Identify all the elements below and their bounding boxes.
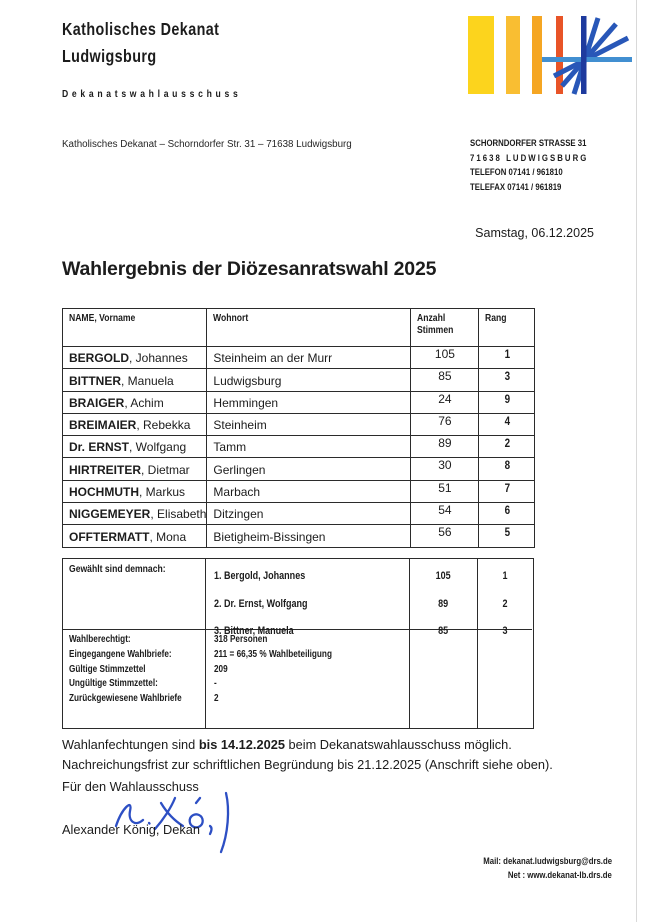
organization-name — [62, 16, 254, 70]
mail-label: Mail: — [483, 856, 504, 867]
address-fax: TELEFAX 07141 / 961819 — [470, 181, 562, 193]
address-city: 71638 LUDWIGSBURG — [470, 152, 589, 164]
net-label: Net : — [507, 870, 528, 881]
logo-bar-2 — [506, 16, 520, 94]
elected-name: 2. Dr. Ernst, Wolfgang — [214, 597, 308, 610]
closing-line: Für den Wahlausschuss — [62, 779, 199, 794]
mail-address: dekanat.ludwigsburg@drs.de — [503, 856, 612, 867]
table-row: BERGOLD, Johannes Steinheim an der Murr 105 1 — [63, 347, 535, 369]
diocese-logo — [460, 8, 642, 109]
organization-name-line1: Katholisches Dekanat — [62, 19, 220, 39]
diocese-logo-graphic — [460, 8, 642, 104]
elected-names-cell — [205, 559, 409, 637]
footer-contact — [455, 855, 612, 883]
appeal-note-line1: Wahlanfechtungen sind bis 14.12.2025 beim Dekanatswahlausschuss möglich. — [62, 737, 512, 752]
header-rang: Rang — [479, 309, 535, 347]
website-address: www.dekanat-lb.drs.de — [527, 870, 612, 881]
header-name: NAME, Vorname — [63, 309, 207, 347]
logo-bar-1 — [468, 16, 494, 94]
logo-horizontal-ray — [542, 57, 632, 62]
logo-ray-mid — [562, 24, 616, 86]
signer-name: Alexander König, Dekan — [62, 822, 201, 837]
table-row: Dr. ERNST, Wolfgang Tamm 89 2 — [63, 436, 535, 458]
scan-edge-artifact — [636, 0, 637, 922]
appeal-notes — [62, 735, 553, 775]
stats-values-cell: 318 Personen 211 = 66,35 % Wahlbeteiligung 209 - 2 — [205, 629, 409, 728]
table-row: BREIMAIER, Rebekka Steinheim 76 4 — [63, 413, 535, 435]
organization-name-line2: Ludwigsburg — [62, 46, 157, 66]
results-header-row — [63, 309, 535, 347]
table-row: HOCHMUTH, Markus Marbach 51 7 — [63, 480, 535, 502]
committee-name: Dekanatswahlausschuss — [62, 88, 242, 100]
table-row: BITTNER, Manuela Ludwigsburg 85 3 — [63, 369, 535, 391]
sender-line: Katholisches Dekanat – Schorndorfer Str. 31 – 71638 Ludwigsburg — [62, 139, 352, 150]
table-row: HIRTREITER, Dietmar Gerlingen 30 8 — [63, 458, 535, 480]
address-phone: TELEFON 07141 / 961810 — [470, 167, 563, 178]
summary-table — [62, 558, 534, 729]
elected-name: 1. Bergold, Johannes — [214, 570, 306, 582]
header-wohnort: Wohnort — [207, 309, 411, 347]
date-line: Samstag, 06.12.2025 — [475, 226, 594, 240]
elected-label-cell: Gewählt sind demnach: — [69, 563, 166, 575]
table-row: NIGGEMEYER, Elisabeth Ditzingen 54 6 — [63, 503, 535, 525]
elected-stimmen-cell: 105 89 85 — [409, 559, 477, 629]
logo-bar-3 — [532, 16, 542, 94]
elected-name: 3. Bittner, Manuela — [214, 625, 294, 637]
address-street: SCHORNDORFER STRASSE 31 — [470, 138, 587, 149]
header-anzahl: Anzahl Stimmen — [411, 309, 479, 347]
address-block — [470, 137, 614, 195]
appeal-note-line2: Nachreichungsfrist zur schriftlichen Begründung bis 21.12.2025 (Anschrift siehe oben). — [62, 757, 553, 772]
logo-navy-bar — [581, 16, 587, 94]
table-row: OFFTERMATT, Mona Bietigheim-Bissingen 56 5 — [63, 525, 535, 547]
stats-labels-cell: Wahlberechtigt: Eingegangene Wahlbriefe: Gültige Stimmzettel Ungültige Stimmzettel: Zurückgewiesene Wahlbriefe — [63, 629, 205, 728]
elected-rang-cell: 1 2 3 — [477, 559, 532, 629]
table-row: BRAIGER, Achim Hemmingen 24 9 — [63, 391, 535, 413]
results-table — [62, 308, 535, 548]
page-title: Wahlergebnis der Diözesanratswahl 2025 — [62, 258, 437, 280]
